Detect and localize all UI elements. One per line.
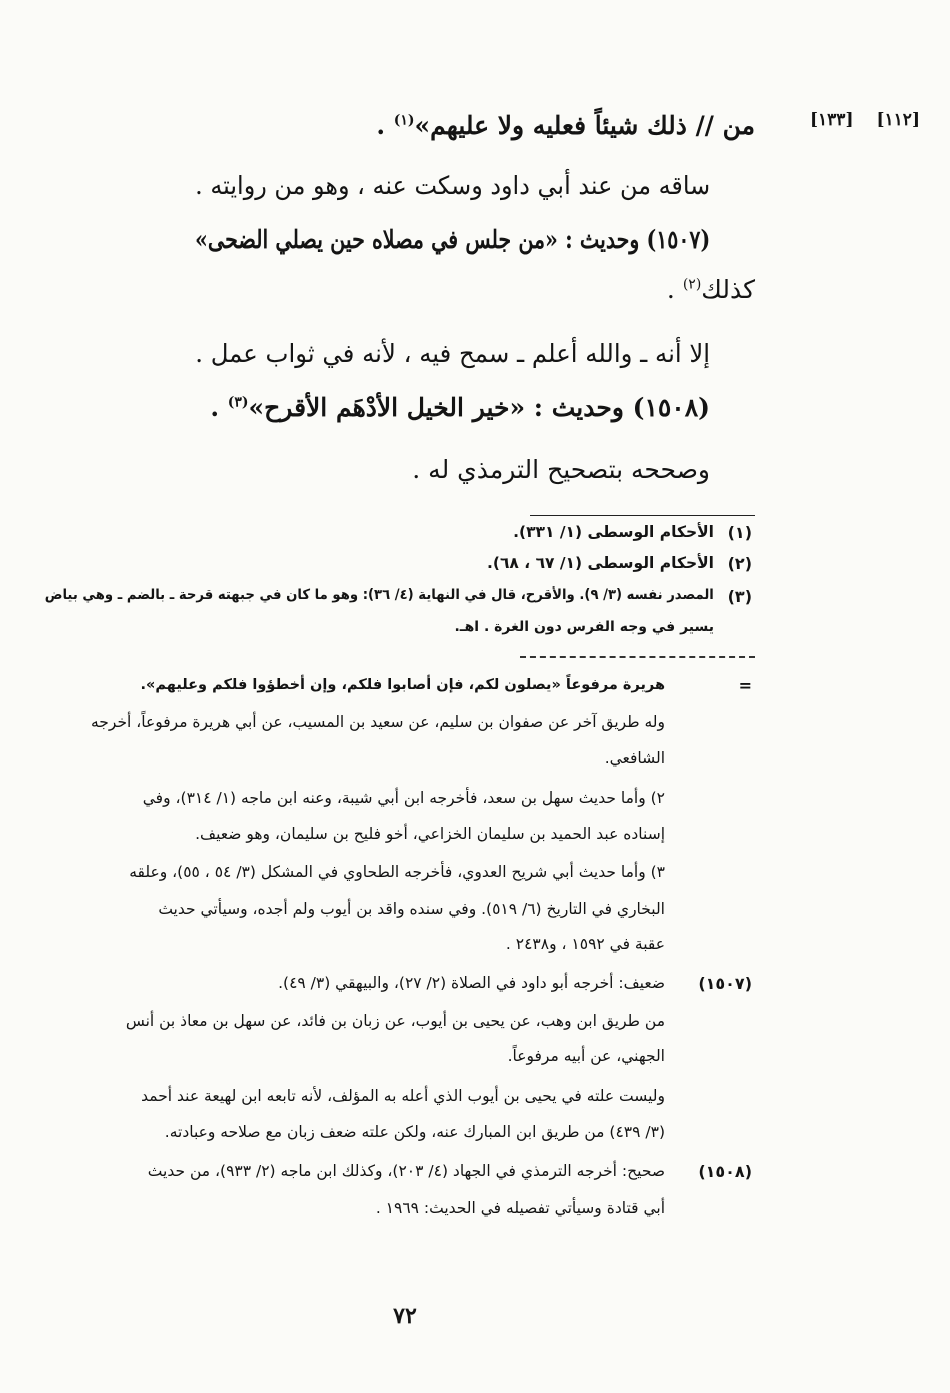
marker-manuscript-page: [١١٢]: [876, 110, 920, 130]
commentary-separator: [520, 656, 755, 658]
continuation-mark: =: [738, 676, 752, 695]
footnote-3-line-2: يسير في وجه الفرس دون الغرة . اهـ.: [454, 619, 714, 635]
footnote-3-line-1: المصدر نفسه (٣/ ٩). والأقرح، قال في النهاية (٤/ ٣٦): وهو ما كان في جبهته قرحة ـ بالضم ـ وهي بياض: [44, 587, 714, 603]
entry-1507-number: (١٥٠٧): [698, 974, 752, 993]
entry-line: الجهني، عن أبيه مرفوعاً.: [507, 1047, 665, 1065]
footnote-1-text: الأحكام الوسطى (١/ ٣٣١).: [513, 523, 714, 541]
footnote-1-number: (١): [727, 523, 752, 542]
marker-original-page: [١٣٣]: [810, 110, 854, 130]
commentary-line: وله طريق آخر عن صفوان بن سليم، عن سعيد بن المسيب، عن أبي هريرة مرفوعاً، أخرجه: [91, 713, 665, 731]
entry-1508-number: (١٥٠٨): [698, 1162, 752, 1181]
main-line-4: كذلك$^{(٢)}$ .: [666, 275, 755, 304]
main-line-1: من // ذلك شيئاً فعليه ولا عليهم»$^{(١)}$ .: [376, 111, 755, 140]
commentary-line: عقبة في ١٥٩٢ ، و٢٤٣٨ .: [505, 935, 665, 953]
footnote-ref-3: (٣): [227, 394, 249, 411]
commentary-line: ٢) وأما حديث سهل بن سعد، فأخرجه ابن أبي شيبة، وعنه ابن ماجه (١/ ٣١٤)، وفي: [142, 789, 665, 807]
main-line-6: (١٥٠٨) وحديث : «خير الخيل الأدْهَم الأقرح»$^{(٣)}$ .: [210, 393, 710, 422]
footnote-ref-1: (١): [393, 112, 415, 129]
main-line-7: وصححه بتصحيح الترمذي له .: [412, 455, 710, 484]
commentary-line: ٣) وأما حديث أبي شريح العدوي، فأخرجه الطحاوي في المشكل (٣/ ٥٤ ، ٥٥)، وعلقه: [129, 863, 665, 881]
commentary-line: الشافعي.: [604, 749, 665, 767]
entry-line: من طريق ابن وهب، عن يحيى بن أيوب، عن زبان بن فائد، عن سهل بن معاذ بن أنس: [125, 1012, 665, 1030]
entry-line: أبي قتادة وسيأتي تفصيله في الحديث: ١٩٦٩ .: [375, 1199, 665, 1217]
commentary-line: هريرة مرفوعاً «يصلون لكم، فإن أصابوا فلكم، وإن أخطؤوا فلكم وعليهم».: [140, 677, 665, 693]
commentary-line: البخاري في التاريخ (٦/ ٥١٩). وفي سنده واقد بن أيوب ولم أجده، وسيأتي حديث: [158, 900, 665, 918]
commentary-line: إسناده عبد الحميد بن سليمان الخزاعي، أخو فليح بن سليمان، وهو ضعيف.: [195, 825, 665, 843]
entry-line: (٣/ ٤٣٩) من طريق ابن المبارك عنه، ولكن علته ضعف زبان مع صلاحه وعبادته.: [164, 1123, 665, 1141]
footnote-2-text: الأحكام الوسطى (١/ ٦٧ ، ٦٨).: [486, 554, 714, 572]
main-line-3: (١٥٠٧) وحديث : «من جلس في مصلاه حين يصلي الضحى»: [194, 225, 710, 254]
entry-line: وليست علته في يحيى بن أيوب الذي أعله به المؤلف، لأنه تابعه ابن لهيعة عند أحمد: [141, 1087, 665, 1105]
entry-line: ضعيف: أخرجه أبو داود في الصلاة (٢/ ٢٧)، والبيهقي (٣/ ٤٩).: [278, 974, 665, 992]
main-line-2: ساقه من عند أبي داود وسكت عنه ، وهو من روايته .: [194, 171, 710, 200]
page-markers: [810, 110, 920, 130]
entry-line: صحيح: أخرجه الترمذي في الجهاد (٤/ ٢٠٣)، وكذلك ابن ماجه (٢/ ٩٣٣)، من حديث: [147, 1162, 665, 1180]
footnote-3-number: (٣): [727, 587, 752, 606]
footnote-ref-2: (٢): [682, 276, 702, 293]
footnote-2-number: (٢): [727, 554, 752, 573]
main-line-5: إلا أنه ـ والله أعلم ـ سمح فيه ، لأنه في ثواب عمل .: [195, 339, 710, 368]
footnote-separator: [530, 515, 755, 516]
page-number: ٧٢: [393, 1303, 417, 1329]
